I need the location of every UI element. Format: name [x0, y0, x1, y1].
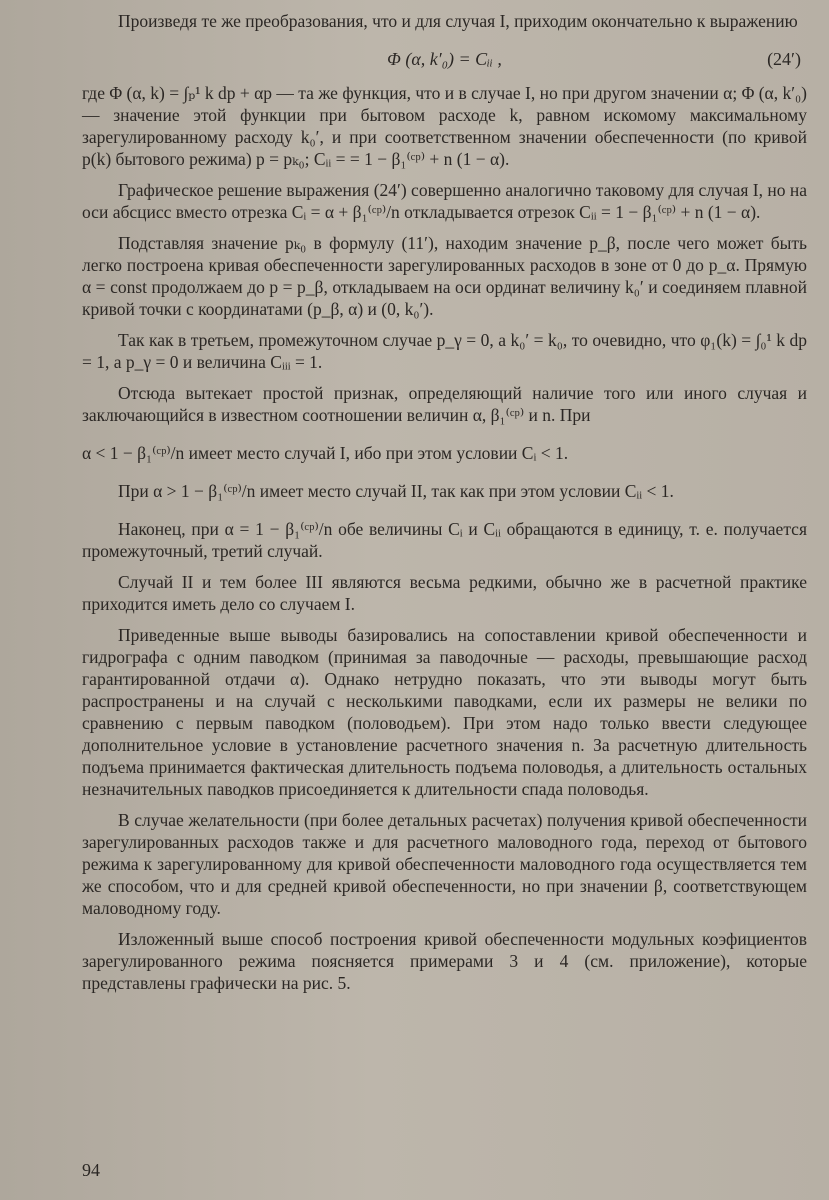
paragraph-5: Так как в третьем, промежуточном случае p_γ = 0, а k₀′ = k₀, то очевидно, что φ₁(k) = ∫₀¹ k dp = 1, а p_γ = 0 и величина Cᵢᵢᵢ = 1. [82, 330, 807, 372]
paragraph-7: Случай II и тем более III являются весьма редкими, обычно же в расчетной практике приходится иметь дело со случаем I. [82, 572, 807, 614]
paragraph-6: Отсюда вытекает простой признак, определяющий наличие того или иного случая и заключающийся в известном соотношении величин α, β₁⁽ᶜᵖ⁾ и n. При [82, 383, 807, 425]
paragraph-3: Графическое решение выражения (24′) совершенно аналогично таковому для случая I, но на оси абсцисс вместо отрезка Cᵢ = α + β₁⁽ᶜᵖ⁾/n откладывается отрезок Cᵢᵢ = 1 − β₁⁽ᶜᵖ⁾ + n (1 − α). [82, 180, 807, 222]
condition-case-2: При α > 1 − β₁⁽ᶜᵖ⁾/n имеет место случай II, так как при этом условии Cᵢᵢ < 1. [118, 481, 674, 501]
equation-formula: Φ (α, k′₀) = Cᵢᵢ , [387, 49, 502, 69]
paragraph-9: В случае желательности (при более детальных расчетах) получения кривой обеспеченности зарегулированных расходов также и для расчетного маловодного года, переход от бытового режима к зарегулированному для кривой обеспеченности маловодного года осуществляется тем же способом, что и для средней кривой обеспеченности, но при значении β, соответствующем маловодному году. [82, 810, 807, 918]
equation-number: (24′) [767, 49, 801, 69]
condition-case-3: Наконец, при α = 1 − β₁⁽ᶜᵖ⁾/n обе величины Cᵢ и Cᵢᵢ обращаются в единицу, т. е. получается промежуточный, третий случай. [82, 519, 807, 561]
condition-case-1: α < 1 − β₁⁽ᶜᵖ⁾/n имеет место случай I, ибо при этом условии Cᵢ < 1. [82, 443, 569, 463]
paragraph-2: где Φ (α, k) = ∫ₚ¹ k dp + αp — та же функция, что и в случае I, но при другом значении α; Φ (α, k′₀) — значение этой функции при бытовом расходе k, равном искомому максимальному зарегулированному расходу k₀′, и при соответственном значении обеспеченности (по кривой p(k) бытового режима) p = pₖ₀; Cᵢᵢ = = 1 − β₁⁽ᶜᵖ⁾ + n (1 − α). [82, 83, 807, 169]
paragraph-10: Изложенный выше способ построения кривой обеспеченности модульных коэфициентов зарегулированного режима поясняется примерами 3 и 4 (см. приложение), которые представлены графически на рис. 5. [82, 929, 807, 993]
page-number: 94 [82, 1160, 100, 1180]
equation-24prime [82, 46, 807, 72]
paragraph-1: Произведя те же преобразования, что и для случая I, приходим окончательно к выражению [118, 11, 798, 31]
paragraph-8: Приведенные выше выводы базировались на сопоставлении кривой обеспеченности и гидрографа с одним паводком (принимая за паводочные — расходы, превышающие расход гарантированной отдачи α). Однако нетрудно показать, что эти выводы могут быть распространены и на случай с несколькими паводками, если их размеры не велики по сравнению с первым паводком (половодьем). При этом надо только ввести следующее дополнительное условие в установление расчетного значения n. За расчетную длительность подъема принимается фактическая длительность подъема половодья, а длительность остальных незначительных паводков присоединяется к длительности спада половодья. [82, 625, 807, 799]
paragraph-4: Подставляя значение pₖ₀ в формулу (11′), находим значение p_β, после чего может быть легко построена кривая обеспеченности зарегулированных расходов в зоне от 0 до p_α. Прямую α = const продолжаем до p = p_β, откладываем на оси ординат величину k₀′ и соединяем плавной кривой точки с координатами (p_β, α) и (0, k₀′). [82, 233, 807, 319]
